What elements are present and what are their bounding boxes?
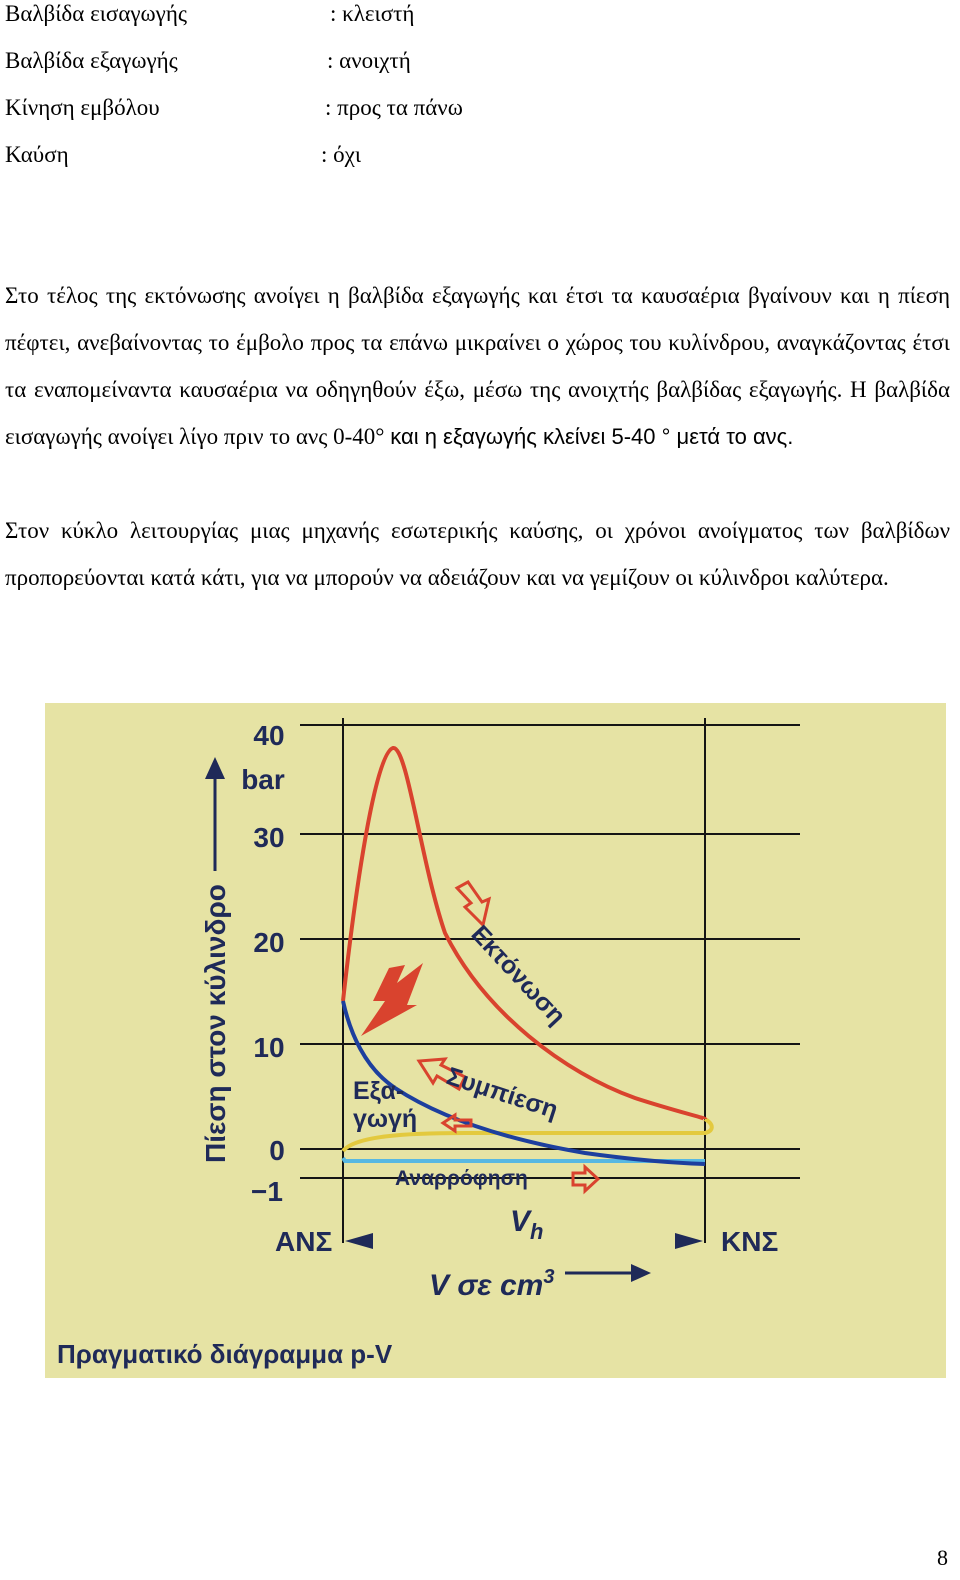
x-axis-title (429, 1266, 554, 1302)
vh-sub: h (530, 1219, 544, 1244)
status-label: Βαλβίδα εξαγωγής (5, 48, 178, 73)
status-value: : κλειστή (330, 1, 415, 26)
paragraph-exhaust-stroke (5, 272, 950, 460)
label-exhaust-line2: γωγή (353, 1105, 418, 1133)
y-tick-40: 40 (253, 720, 285, 751)
paragraph-text: Στο τέλος της εκτόνωσης ανοίγει η βαλβίδα εξαγωγής και έτσι τα καυσαέρια βγαίνουν και η πίεση πέφτει, ανεβαίνοντας το έμβολο προς τα επάνω μικραίνει ο χώρος του κυλίνδρου, αναγκάζοντας έτσι τα εναπομείναντα καυσαέρια να οδηγηθούν έξω, μέσω της ανοιχτής βαλβίδας εξαγωγής. Η βαλβίδα εισαγωγής ανοίγει λίγο πριν το ανς 0-40° (5, 283, 950, 449)
y-tick-20: 20 (253, 927, 285, 958)
status-label: Καύση (5, 142, 69, 167)
status-label: Βαλβίδα εισαγωγής (5, 1, 187, 26)
figure-caption: Πραγματικό διάγραμμα p-V (57, 1339, 393, 1369)
pv-diagram (45, 703, 946, 1378)
marker-bdc: ΚΝΣ (721, 1226, 779, 1257)
marker-tdc: ΑΝΣ (275, 1226, 333, 1257)
y-tick-0: 0 (269, 1135, 285, 1166)
y-tick-minus-1: −1 (251, 1176, 283, 1207)
y-tick-30: 30 (253, 822, 285, 853)
x-axis-title-main: V σε cm (429, 1269, 544, 1302)
page-number: 8 (937, 1545, 948, 1570)
paragraph-valve-timing: Στον κύκλο λειτουργίας μιας μηχανής εσωτερικής καύσης, οι χρόνοι ανοίγματος των βαλβίδων προπορεύονται κατά κάτι, για να μπορούν να αδειάζουν και να γεμίζουν οι κύλινδροι καλύτερα. (5, 518, 950, 590)
paragraph-text-sans: και η εξαγωγής κλείνει 5-40 ° μετά το ανς. (390, 424, 794, 449)
label-intake: Αναρρόφηση (395, 1167, 528, 1190)
status-value: : ανοιχτή (327, 48, 411, 73)
status-label: Κίνηση εμβόλου (5, 95, 160, 120)
label-compression: Συμπίεση (443, 1062, 562, 1125)
y-unit: bar (241, 764, 285, 795)
y-axis-title: Πίεση στον κύλινδρο (200, 884, 231, 1163)
x-axis-title-exp: 3 (543, 1266, 555, 1288)
y-tick-10: 10 (253, 1032, 285, 1063)
label-expansion: Εκτόνωση (465, 919, 571, 1031)
status-value: : όχι (321, 142, 362, 167)
vh-main: V (510, 1205, 531, 1238)
label-exhaust-line1: Εξα- (353, 1077, 405, 1105)
status-value: : προς τα πάνω (325, 95, 463, 120)
